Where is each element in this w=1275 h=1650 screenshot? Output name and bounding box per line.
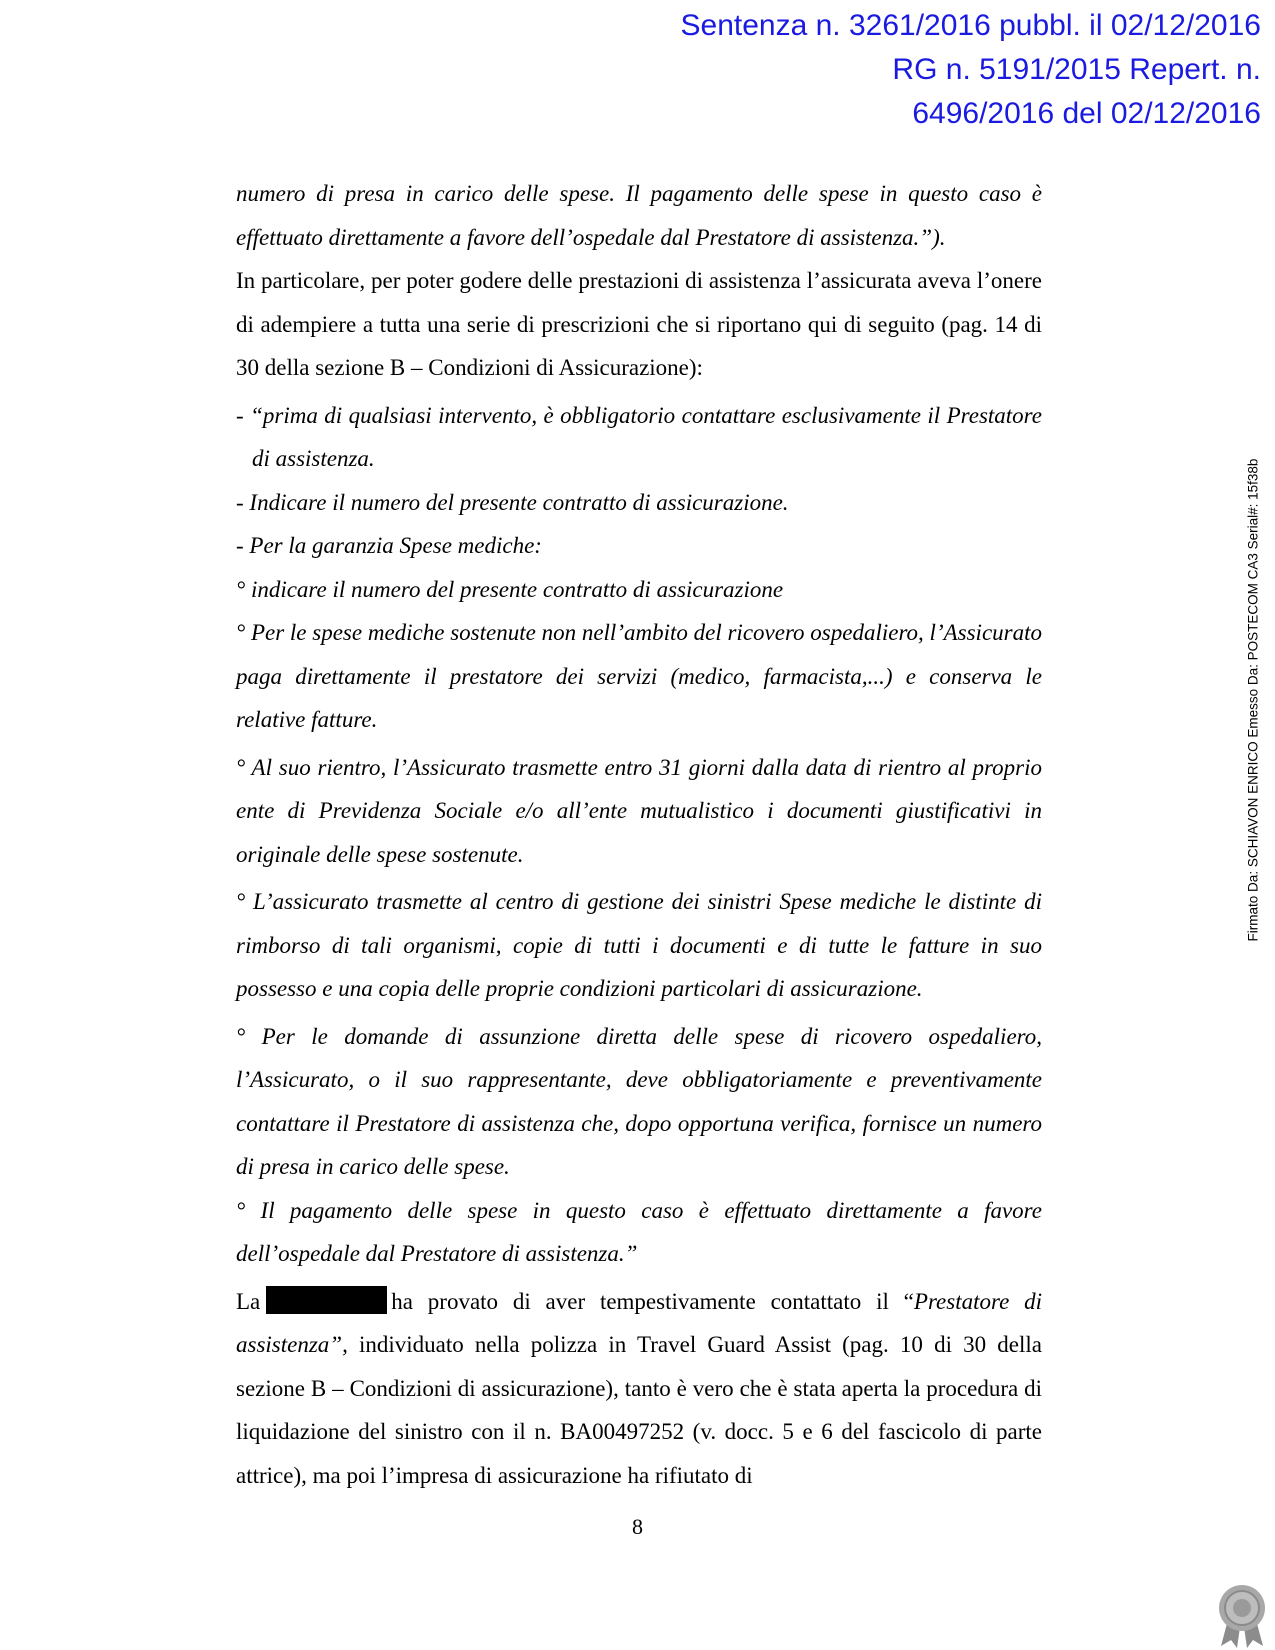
list-item: ° indicare il numero del presente contratto di assicurazione	[236, 576, 784, 602]
paragraph-prescriptions-intro: In particolare, per poter godere delle prestazioni di assistenza l’assicurata aveva l’onere di adempiere a tutta una serie di prescrizioni che si riportano qui di seguito (pag. 14 di 30 della sezione B – Condizioni di Assicurazione):	[236, 268, 1042, 380]
rg-number: RG n. 5191/2015 Repert. n.	[892, 53, 1261, 86]
page-number: 8	[632, 1514, 643, 1539]
paragraph-claim	[236, 1280, 1042, 1498]
list-item: ° Per le domande di assunzione diretta delle spese di ricovero ospedaliero, l’Assicurato, o il suo rappresentante, deve obbligatoriamente e preventivamente contattare il Prestatore di assistenza che, dopo opportuna verifica, fornisce un numero di presa in carico delle spese.	[236, 1023, 1042, 1179]
list-item: - Per la garanzia Spese mediche:	[236, 533, 542, 558]
list-item: ° Al suo rientro, l’Assicurato trasmette entro 31 giorni dalla data di rientro al proprio ente di Previdenza Sociale e/o all’ente mutualistico i documenti giustificativi in originale delle spese sostenute.	[236, 754, 1042, 867]
list-item: ° L’assicurato trasmette al centro di gestione dei sinistri Spese mediche le distinte di rimborso di tali organismi, copie di tutti i documenti e di tutte le fatture in suo possesso e una copia delle proprie condizioni particolari di assicurazione.	[236, 889, 1042, 1001]
paragraph-claim-rest: individuato nella polizza in Travel Guard Assist (pag. 10 di 30 della sezione B – Condizioni di assicurazione), tanto è vero che è stata aperta la procedura di liquidazione del sinistro con il n. BA00497252 (v. docc. 5 e 6 del fascicolo di parte attrice), ma poi l’impresa di assicurazione ha rifiutato di	[236, 1332, 1042, 1488]
case-header	[681, 4, 1262, 136]
repert-number: 6496/2016 del 02/12/2016	[912, 97, 1261, 130]
list-item: - Indicare il numero del presente contratto di assicurazione.	[236, 489, 789, 515]
digital-signature-note: Firmato Da: SCHIAVON ENRICO Emesso Da: POSTECOM CA3 Serial#: 15f38b	[1245, 458, 1261, 942]
paragraph-claim-start: La	[236, 1288, 261, 1314]
sentence-number: Sentenza n. 3261/2016 pubbl. il 02/12/2016	[680, 9, 1261, 42]
paragraph-continuation: numero di presa in carico delle spese. Il pagamento delle spese in questo caso è effettuato direttamente a favore dell’ospedale dal Prestatore di assistenza.”).	[236, 181, 1042, 250]
list-item: - “prima di qualsiasi intervento, è obbligatorio contattare esclusivamente il Prestatore di assistenza.	[236, 402, 1042, 471]
document-body	[236, 172, 1042, 1497]
paragraph-claim-text: ha provato di aver tempestivamente contattato il “	[391, 1288, 914, 1314]
seal-icon	[1213, 1582, 1271, 1648]
list-item: ° Per le spese mediche sostenute non nell’ambito del ricovero ospedaliero, l’Assicurato paga direttamente il prestatore dei servizi (medico, farmacista,...) e conserva le relative fatture.	[236, 620, 1042, 732]
redacted-name	[266, 1286, 387, 1314]
list-item: ° Il pagamento delle spese in questo caso è effettuato direttamente a favore dell’ospedale dal Prestatore di assistenza.”	[236, 1197, 1042, 1266]
paragraph-claim-quote: Prestatore di assistenza”,	[236, 1288, 1042, 1357]
